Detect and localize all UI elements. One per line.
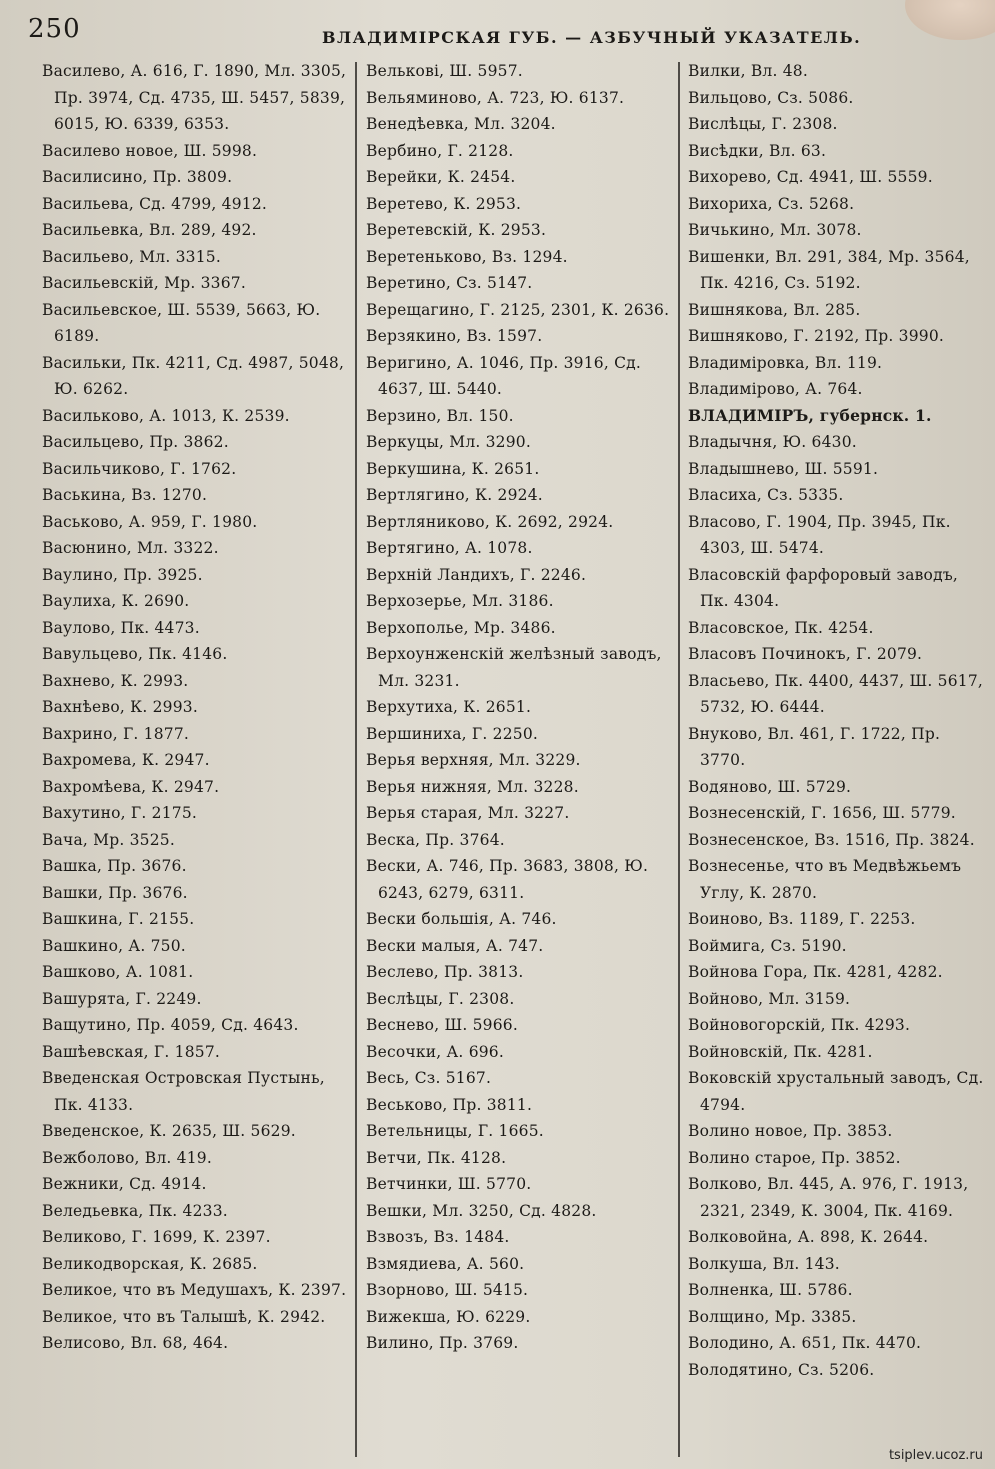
index-entry: Верхозерье, Мл. 3186. [366, 592, 554, 610]
index-entry: Владычня, Ю. 6430. [688, 433, 857, 451]
index-entry: Васильевское, Ш. 5539, 5663, Ю. 6189. [42, 300, 321, 345]
watermark: tsiplev.ucoz.ru [888, 1448, 983, 1463]
index-entry: Вежники, Сд. 4914. [42, 1175, 207, 1193]
index-entry: Вески малыя, А. 747. [366, 936, 544, 955]
index-entry: Вашково, А. 1081. [42, 963, 194, 981]
index-entry: Васькина, Вз. 1270. [42, 486, 208, 504]
index-entry: Власово, Г. 1904, Пр. 3945, Пк. 4303, Ш. 5474. [688, 512, 951, 557]
index-entry: Вихорево, Сд. 4941, Ш. 5559. [688, 168, 933, 186]
index-entry: Вески, А. 746, Пр. 3683, 3808, Ю. 6243, 6279, 6311. [366, 857, 649, 902]
index-entry: Вески большія, А. 746. [366, 910, 557, 928]
index-entry: Верещагино, Г. 2125, 2301, К. 2636. [366, 300, 670, 319]
index-entry: Владиміровка, Вл. 119. [688, 353, 883, 372]
index-entry: Веледьевка, Пк. 4233. [42, 1201, 228, 1220]
index-entry: Вишенки, Вл. 291, 384, Мр. 3564, Пк. 4216, Сз. 5192. [688, 247, 970, 292]
index-entry: Вербино, Г. 2128. [366, 141, 514, 160]
index-entry: Васьково, А. 959, Г. 1980. [42, 512, 258, 531]
index-entry: Волненка, Ш. 5786. [688, 1281, 853, 1299]
index-entry: Водяново, Ш. 5729. [688, 777, 852, 796]
index-column-2 [366, 58, 674, 1458]
index-entry: Ващутино, Пр. 4059, Сд. 4643. [42, 1016, 299, 1034]
index-entry: Великое, что въ Медушахъ, К. 2397. [42, 1281, 347, 1299]
index-entry: Верья старая, Мл. 3227. [366, 804, 570, 822]
running-head: ВЛАДИМІРСКАЯ ГУБ. — АЗБУЧНЫЙ УКАЗАТЕЛЬ. [322, 28, 862, 47]
index-entry: Вихориха, Сз. 5268. [688, 194, 855, 213]
index-entry: Вишняково, Г. 2192, Пр. 3990. [688, 327, 945, 345]
index-entry: Вахрино, Г. 1877. [42, 724, 190, 743]
index-entry: Веськово, Пр. 3811. [366, 1095, 533, 1114]
index-entry: Взорново, Ш. 5415. [366, 1281, 529, 1299]
index-entry: Воиново, Вз. 1189, Г. 2253. [688, 910, 916, 928]
index-entry: Волино старое, Пр. 3852. [688, 1148, 901, 1167]
index-entry: Волино новое, Пр. 3853. [688, 1122, 893, 1140]
index-entry: Вашурята, Г. 2249. [42, 989, 202, 1008]
column-divider [355, 62, 357, 1457]
index-entry: Власовское, Пк. 4254. [688, 618, 874, 637]
index-entry: Вижекша, Ю. 6229. [366, 1307, 531, 1326]
index-entry: Весочки, А. 696. [366, 1042, 504, 1061]
column-divider [678, 62, 680, 1457]
index-entry: Васильево, Мл. 3315. [42, 247, 221, 266]
index-entry: Васильевскій, Мр. 3367. [42, 274, 246, 292]
index-entry: Висѣдки, Вл. 63. [688, 141, 827, 160]
index-entry: Ваулино, Пр. 3925. [42, 565, 203, 584]
index-entry: Войновогорскій, Пк. 4293. [688, 1016, 911, 1034]
index-entry: Воковскій хрустальный заводъ, Сд. 4794. [688, 1069, 984, 1114]
index-entry: Вавульцево, Пк. 4146. [42, 645, 228, 663]
index-entry: Весь, Сз. 5167. [366, 1069, 492, 1087]
index-entry: Ветчи, Пк. 4128. [366, 1148, 507, 1167]
index-entry: Власовъ Починокъ, Г. 2079. [688, 645, 923, 663]
index-entry: Вашѣевская, Г. 1857. [42, 1042, 221, 1061]
index-entry: Вишнякова, Вл. 285. [688, 300, 861, 319]
index-entry: Воймига, Сз. 5190. [688, 936, 847, 955]
page-header [22, 8, 982, 48]
index-entry: Веркуцы, Мл. 3290. [366, 433, 531, 451]
index-entry: Верзякино, Вз. 1597. [366, 327, 543, 345]
index-entry: Взвозъ, Вз. 1484. [366, 1228, 510, 1246]
index-entry: Вахнево, К. 2993. [42, 671, 189, 690]
index-entry: Вашки, Пр. 3676. [42, 883, 188, 902]
index-entry: Вознесенскій, Г. 1656, Ш. 5779. [688, 804, 956, 822]
index-entry: Вешки, Мл. 3250, Сд. 4828. [366, 1201, 597, 1220]
index-entry: Ветчинки, Ш. 5770. [366, 1175, 532, 1193]
index-entry: Введенская Островская Пустынь, Пк. 4133. [42, 1069, 325, 1114]
index-entry: Васильчиково, Г. 1762. [42, 459, 237, 478]
index-entry: Великово, Г. 1699, К. 2397. [42, 1228, 271, 1246]
index-entry: Верхоунженскій желѣзный заводъ, Мл. 3231. [366, 645, 662, 690]
index-entry: Вежболово, Вл. 419. [42, 1148, 212, 1167]
index-entry: Вахутино, Г. 2175. [42, 804, 198, 822]
index-entry: Ветельницы, Г. 1665. [366, 1122, 544, 1140]
index-column-1 [42, 58, 350, 1458]
index-entry: Верхній Ландихъ, Г. 2246. [366, 565, 587, 584]
index-entry: Великодворская, К. 2685. [42, 1254, 258, 1273]
index-entry: Войново, Мл. 3159. [688, 989, 851, 1008]
index-entry: Василево, А. 616, Г. 1890, Мл. 3305, Пр. 3974, Сд. 4735, Ш. 5457, 5839, 6015, Ю. 6339, 6353. [42, 62, 347, 133]
page-number: 250 [28, 14, 81, 44]
index-entry: Вельяминово, А. 723, Ю. 6137. [366, 88, 625, 107]
index-entry: Верейки, К. 2454. [366, 168, 516, 186]
index-entry: Веретеньково, Вз. 1294. [366, 247, 568, 266]
index-entry: Внуково, Вл. 461, Г. 1722, Пр. 3770. [688, 724, 941, 769]
index-entry: Власовскій фарфоровый заводъ, Пк. 4304. [688, 565, 959, 610]
index-entry: Вахнѣево, К. 2993. [42, 698, 198, 716]
index-entry: Веретево, К. 2953. [366, 194, 522, 213]
index-entry: Василисино, Пр. 3809. [42, 168, 233, 186]
index-column-3 [688, 58, 990, 1458]
index-entry: Васильки, Пк. 4211, Сд. 4987, 5048, Ю. 6262. [42, 353, 345, 398]
index-entry: Ваулово, Пк. 4473. [42, 618, 200, 637]
index-entry: Власиха, Сз. 5335. [688, 486, 844, 504]
index-entry: Владышнево, Ш. 5591. [688, 459, 879, 478]
index-entry: Вершиниха, Г. 2250. [366, 724, 539, 743]
index-entry: Вача, Мр. 3525. [42, 830, 175, 849]
index-entry: Великое, что въ Талышѣ, К. 2942. [42, 1307, 326, 1326]
index-entry: Вислѣцы, Г. 2308. [688, 115, 838, 133]
index-entry: Вахромева, К. 2947. [42, 751, 210, 769]
index-entry: Вертягино, А. 1078. [366, 539, 533, 557]
index-entry: Волковойна, А. 898, К. 2644. [688, 1228, 929, 1246]
index-entry: Васильева, Сд. 4799, 4912. [42, 194, 268, 213]
index-entry: Волково, Вл. 445, А. 976, Г. 1913, 2321, 2349, К. 3004, Пк. 4169. [688, 1175, 969, 1220]
index-entry: Васильково, А. 1013, К. 2539. [42, 406, 290, 425]
index-entry: Волкуша, Вл. 143. [688, 1254, 840, 1273]
index-entry: Веска, Пр. 3764. [366, 830, 505, 849]
index-entry: Вашкино, А. 750. [42, 936, 186, 955]
index-entry: Вертлягино, К. 2924. [366, 486, 543, 504]
index-entry: Волщино, Мр. 3385. [688, 1307, 857, 1326]
index-entry: Велисово, Вл. 68, 464. [42, 1334, 229, 1352]
index-entry: Вилки, Вл. 48. [688, 62, 808, 80]
index-entry: Власьево, Пк. 4400, 4437, Ш. 5617, 5732, Ю. 6444. [688, 671, 984, 716]
index-entry: Вахромѣева, К. 2947. [42, 777, 220, 796]
index-entry: Веслѣцы, Г. 2308. [366, 989, 515, 1008]
index-entry: Васюнино, Мл. 3322. [42, 539, 219, 557]
index-entry: Вичькино, Мл. 3078. [688, 221, 862, 239]
index-entry: Верхополье, Мр. 3486. [366, 618, 556, 637]
index-entry: Веркушина, К. 2651. [366, 459, 540, 478]
index-entry: Веригино, А. 1046, Пр. 3916, Сд. 4637, Ш. 5440. [366, 353, 642, 398]
index-entry: Ваулиха, К. 2690. [42, 592, 190, 610]
index-entry: Володино, А. 651, Пк. 4470. [688, 1334, 922, 1352]
index-entry: Вашкина, Г. 2155. [42, 910, 195, 928]
index-entry: Введенское, К. 2635, Ш. 5629. [42, 1122, 296, 1140]
index-entry: Вашка, Пр. 3676. [42, 857, 187, 875]
index-entry: Володятино, Сз. 5206. [688, 1360, 875, 1379]
index-entry: Веретевскій, К. 2953. [366, 221, 547, 239]
index-entry: Василево новое, Ш. 5998. [42, 141, 258, 160]
index-entry: Вильцово, Сз. 5086. [688, 88, 854, 107]
index-entry: ВЛАДИМІРЪ, губернск. 1. [688, 405, 932, 425]
index-entry: Войновскій, Пк. 4281. [688, 1042, 873, 1061]
index-entry: Войнова Гора, Пк. 4281, 4282. [688, 963, 943, 981]
index-entry: Верья нижняя, Мл. 3228. [366, 777, 579, 796]
index-entry: Вертляниково, К. 2692, 2924. [366, 512, 614, 531]
index-entry: Верзино, Вл. 150. [366, 406, 514, 425]
index-entry: Взмядиева, А. 560. [366, 1254, 525, 1273]
index-entry: Владимірово, А. 764. [688, 380, 863, 398]
index-entry: Верхутиха, К. 2651. [366, 698, 532, 716]
index-entry: Веслево, Пр. 3813. [366, 963, 524, 981]
index-entry: Васильевка, Вл. 289, 492. [42, 221, 257, 239]
index-entry: Верья верхняя, Мл. 3229. [366, 751, 581, 769]
index-entry: Велькові, Ш. 5957. [366, 62, 523, 80]
index-entry: Веретино, Сз. 5147. [366, 274, 533, 292]
index-entry: Венедѣевка, Мл. 3204. [366, 115, 556, 133]
index-entry: Вознесенское, Вз. 1516, Пр. 3824. [688, 830, 975, 849]
index-entry: Вознесенье, что въ Медвѣжьемъ Углу, К. 2870. [688, 857, 962, 902]
index-entry: Веснево, Ш. 5966. [366, 1016, 518, 1034]
index-entry: Васильцево, Пр. 3862. [42, 433, 229, 451]
index-entry: Вилино, Пр. 3769. [366, 1334, 519, 1352]
